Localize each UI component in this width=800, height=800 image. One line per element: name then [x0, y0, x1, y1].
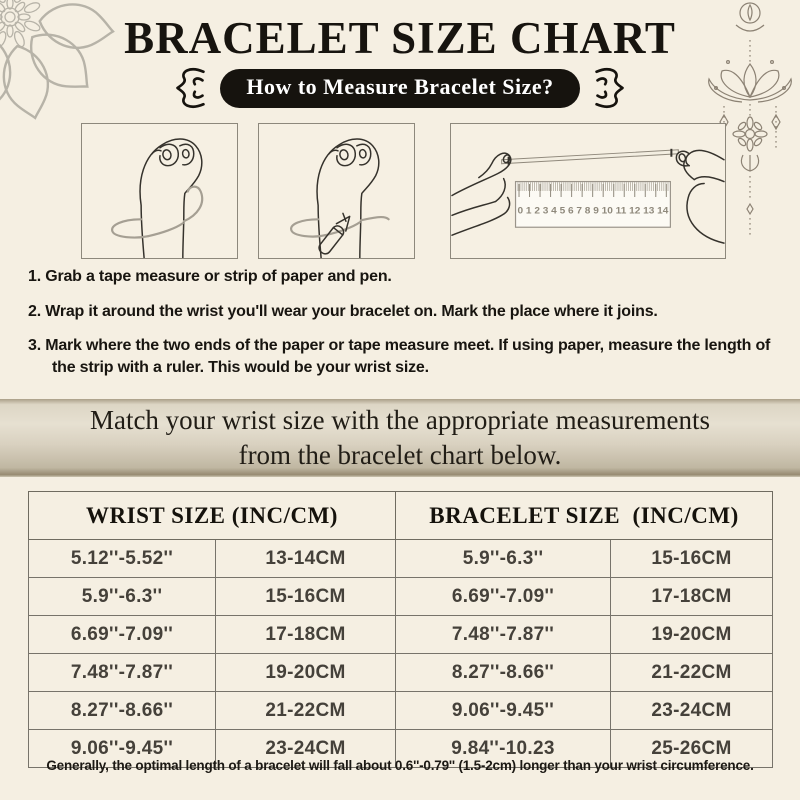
subtitle-row — [0, 66, 800, 110]
wrist-inches: 8.27''-8.66'' — [29, 692, 216, 730]
bracelet-cm: 19-20CM — [611, 616, 773, 654]
illustration-ruler-measure — [450, 123, 726, 259]
match-size-banner — [0, 399, 800, 477]
wrist-cm: 15-16CM — [216, 578, 396, 616]
bracelet-inches: 8.27''-8.66'' — [396, 654, 611, 692]
banner-line-2: from the bracelet chart below. — [238, 440, 562, 470]
step-text: Wrap it around the wrist you'll wear your bracelet on. Mark the place where it joins. — [45, 302, 658, 320]
wrist-inches: 5.9''-6.3'' — [29, 578, 216, 616]
illustration-wrap-wrist — [81, 123, 238, 259]
table-row — [29, 692, 773, 730]
instruction-list — [28, 266, 786, 391]
illustration-row — [0, 123, 800, 259]
step-number: 2. — [28, 302, 41, 320]
wrist-cm: 13-14CM — [216, 540, 396, 578]
instruction-step-1 — [28, 266, 786, 288]
step-text: Mark where the two ends of the paper or tape measure meet. If using paper, measure the length of the strip with a ruler. This would be your wrist size. — [45, 337, 771, 376]
wrist-inches: 5.12''-5.52'' — [29, 540, 216, 578]
how-to-measure-pill: How to Measure Bracelet Size? — [220, 69, 579, 108]
bracelet-inches: 7.48''-7.87'' — [396, 616, 611, 654]
hand-wrap-drawing-icon — [82, 124, 237, 258]
bracelet-inches: 9.84''-10.23 — [396, 730, 611, 768]
table-header-row — [29, 492, 773, 540]
bracelet-cm: 21-22CM — [611, 654, 773, 692]
footer-note: Generally, the optimal length of a bracelet will fall about 0.6''-0.79'' (1.5-2cm) longer than your wrist circumference. — [46, 758, 754, 773]
table-row — [29, 578, 773, 616]
size-chart-table — [28, 491, 773, 768]
wrist-inches: 9.06''-9.45'' — [29, 730, 216, 768]
squiggle-left-icon — [172, 65, 208, 111]
illustration-mark-wrist — [258, 123, 415, 259]
table-row — [29, 540, 773, 578]
ruler-numbers: 0 1 2 3 4 5 6 7 8 9 10 11 12 13 14 — [517, 204, 670, 216]
wrist-cm: 19-20CM — [216, 654, 396, 692]
bracelet-cm: 25-26CM — [611, 730, 773, 768]
bracelet-inches: 9.06''-9.45'' — [396, 692, 611, 730]
bracelet-inches: 6.69''-7.09'' — [396, 578, 611, 616]
wrist-size-header: WRIST SIZE (INC/CM) — [29, 492, 396, 540]
bracelet-inches: 5.9''-6.3'' — [396, 540, 611, 578]
banner-line-1: Match your wrist size with the appropriate measurements — [89, 404, 711, 435]
step-text: Grab a tape measure or strip of paper and pen. — [45, 268, 392, 285]
wrist-cm: 21-22CM — [216, 692, 396, 730]
step-number: 3. — [28, 337, 41, 355]
bracelet-size-header: BRACELET SIZE (INC/CM) — [396, 492, 773, 540]
wrist-cm: 17-18CM — [216, 616, 396, 654]
bracelet-cm: 15-16CM — [611, 540, 773, 578]
table-row — [29, 616, 773, 654]
wrist-inches: 7.48''-7.87'' — [29, 654, 216, 692]
page-title: BRACELET SIZE CHART — [124, 13, 676, 63]
bracelet-cm: 17-18CM — [611, 578, 773, 616]
hand-pen-drawing-icon — [259, 124, 414, 258]
table-row — [29, 654, 773, 692]
wrist-cm: 23-24CM — [216, 730, 396, 768]
instruction-step-3 — [28, 335, 786, 378]
bracelet-cm: 23-24CM — [611, 692, 773, 730]
wrist-inches: 6.69''-7.09'' — [29, 616, 216, 654]
ruler-hands-drawing-icon — [451, 124, 725, 258]
step-number: 1. — [28, 268, 41, 285]
squiggle-right-icon — [592, 65, 628, 111]
instruction-step-2 — [28, 301, 786, 323]
